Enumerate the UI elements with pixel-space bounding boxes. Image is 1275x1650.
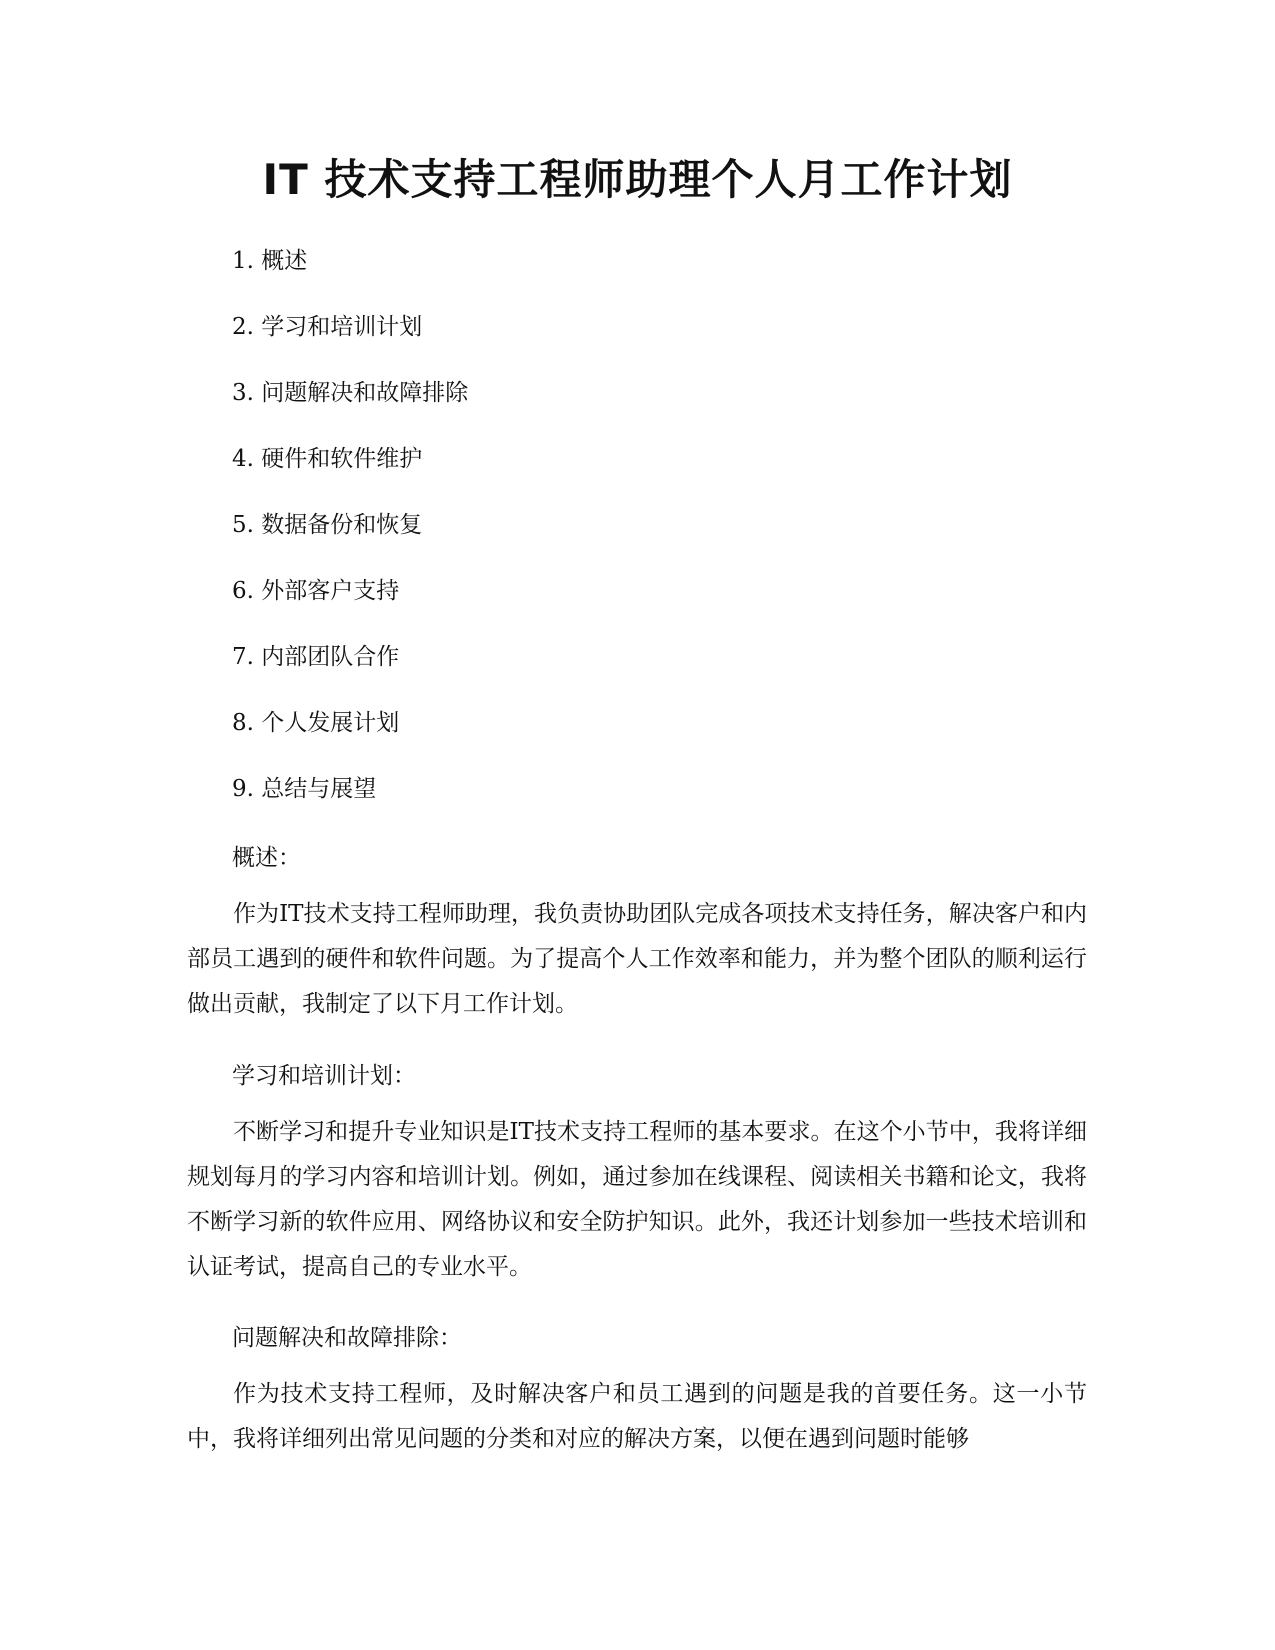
- toc-item: 6. 外部客户支持: [232, 578, 400, 604]
- toc-item: 9. 总结与展望: [232, 776, 377, 802]
- section-heading-overview: 概述：: [232, 845, 301, 871]
- section-paragraph-overview: 作为IT技术支持工程师助理，我负责协助团队完成各项技术支持任务，解决客户和内部员工遇到的硬件和软件问题。为了提高个人工作效率和能力，并为整个团队的顺利运行做出贡献，我制定了以下月工作计划。: [187, 901, 1087, 1017]
- section-paragraph-troubleshooting: 作为技术支持工程师，及时解决客户和员工遇到的问题是我的首要任务。这一小节中，我将详细列出常见问题的分类和对应的解决方案，以便在遇到问题时能够: [187, 1381, 1087, 1452]
- section-heading-troubleshooting: 问题解决和故障排除：: [232, 1325, 462, 1351]
- toc-item: 1. 概述: [232, 248, 308, 274]
- toc-item: 2. 学习和培训计划: [232, 314, 423, 340]
- document-title: IT 技术支持工程师助理个人月工作计划: [262, 155, 1013, 204]
- toc-item: 4. 硬件和软件维护: [232, 446, 423, 472]
- table-of-contents: [232, 245, 468, 839]
- toc-item: 3. 问题解决和故障排除: [232, 380, 469, 406]
- section-heading-learning: 学习和培训计划：: [232, 1063, 416, 1089]
- toc-item: 5. 数据备份和恢复: [232, 512, 423, 538]
- toc-item: 7. 内部团队合作: [232, 644, 400, 670]
- toc-item: 8. 个人发展计划: [232, 710, 400, 736]
- section-paragraph-learning: 不断学习和提升专业知识是IT技术支持工程师的基本要求。在这个小节中，我将详细规划每月的学习内容和培训计划。例如，通过参加在线课程、阅读相关书籍和论文，我将不断学习新的软件应用、网络协议和安全防护知识。此外，我还计划参加一些技术培训和认证考试，提高自己的专业水平。: [187, 1119, 1087, 1280]
